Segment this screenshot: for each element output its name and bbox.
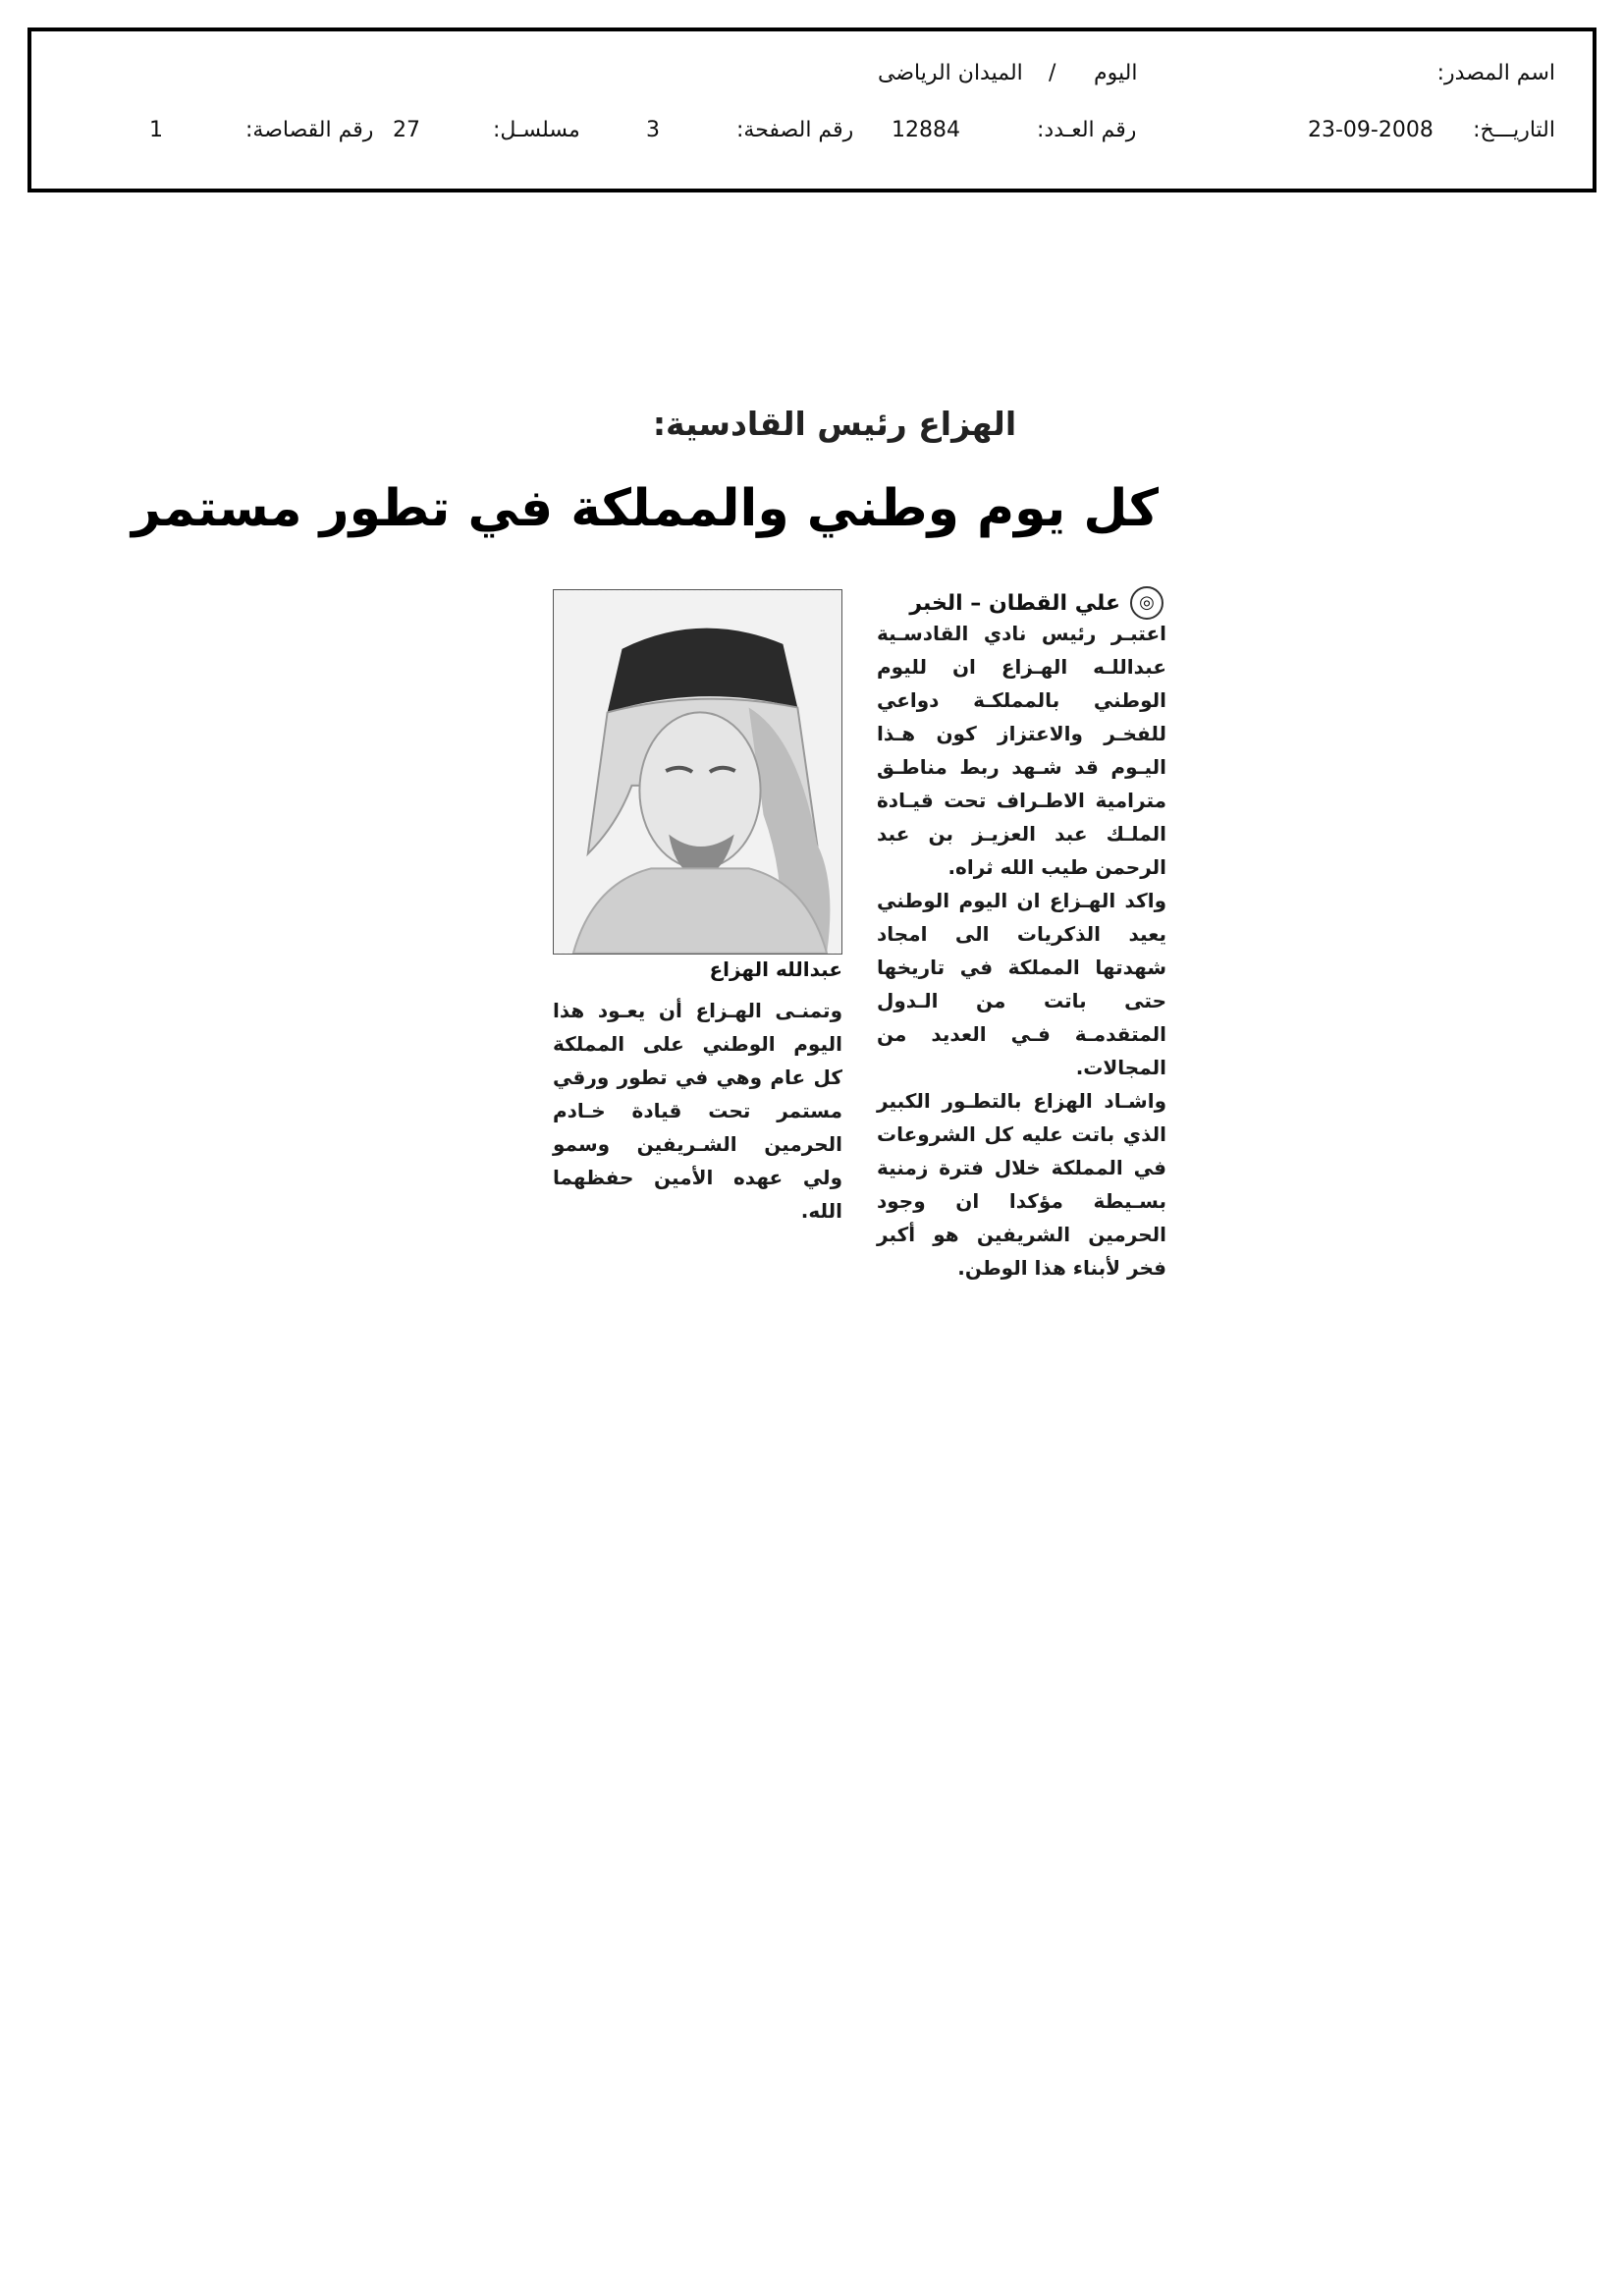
section-name: الميدان الرياضى bbox=[878, 61, 1023, 85]
serial-label: مسلسـل: bbox=[493, 118, 580, 142]
clipping-value: 1 bbox=[149, 118, 163, 142]
byline-text: علي القطان – الخبر bbox=[909, 590, 1120, 616]
clipping-label: رقم القصاصة: bbox=[245, 118, 374, 142]
date-label: التاريـــخ: bbox=[1473, 118, 1555, 142]
paragraph: واكد الهـزاع ان اليوم الوطني يعيد الذكريات الى امجاد شهدتها المملكة في تاريخها حتى باتت من الـدول المتقدمـة فـي العديد من المجالات. bbox=[877, 889, 1166, 1079]
issue-value: 12884 bbox=[892, 118, 960, 142]
photo-caption: عبدالله الهزاع bbox=[709, 957, 842, 981]
page-value: 3 bbox=[646, 118, 660, 142]
source-separator: / bbox=[1049, 61, 1056, 85]
portrait-illustration bbox=[554, 590, 841, 954]
article-title: كل يوم وطني والمملكة في تطور مستمر bbox=[132, 479, 1159, 538]
source-label: اسم المصدر: bbox=[1436, 61, 1555, 85]
paragraph: واشـاد الهزاع بالتطـور الكبير الذي باتت عليه كل الشروعات في المملكة خلال فترة زمنية بسـيطة مؤكدا ان وجود الحرمين الشريفين هو أكبر فخر لأبناء هذا الوطن. bbox=[877, 1089, 1166, 1280]
date-value: 23-09-2008 bbox=[1308, 118, 1434, 142]
source-name: اليوم bbox=[1094, 61, 1138, 85]
newspaper-logo-icon: ◎ bbox=[1130, 586, 1163, 620]
portrait-photo bbox=[553, 589, 842, 955]
article-column-right bbox=[877, 617, 1166, 1285]
page-label: رقم الصفحة: bbox=[736, 118, 854, 142]
byline bbox=[879, 586, 1163, 620]
serial-value: 27 bbox=[393, 118, 420, 142]
issue-label: رقم العـدد: bbox=[1037, 118, 1137, 142]
paragraph: وتمنـى الهـزاع أن يعـود هذا اليوم الوطني على المملكة كل عام وهي في تطور ورقي مستمر تحت قيادة خـادم الحرمين الشـريفين وسمو ولي عهده الأمين حفظهما الله. bbox=[553, 999, 842, 1223]
clipping-header bbox=[27, 27, 1596, 192]
article-column-left bbox=[553, 994, 842, 1228]
article-kicker: الهزاع رئيس القادسية: bbox=[652, 405, 1017, 443]
paragraph: اعتبـر رئيس نادي القادسـية عبداللـه الهـزاع ان لليوم الوطني بالمملكـة دواعي للفخـر والاعتزاز كون هـذا اليـوم قد شـهد ربط مناطـق مترامية الاطـراف تحت قيـادة الملـك عبد العزيـز بن عبد الرحمن طيب الله ثراه. bbox=[877, 622, 1166, 879]
